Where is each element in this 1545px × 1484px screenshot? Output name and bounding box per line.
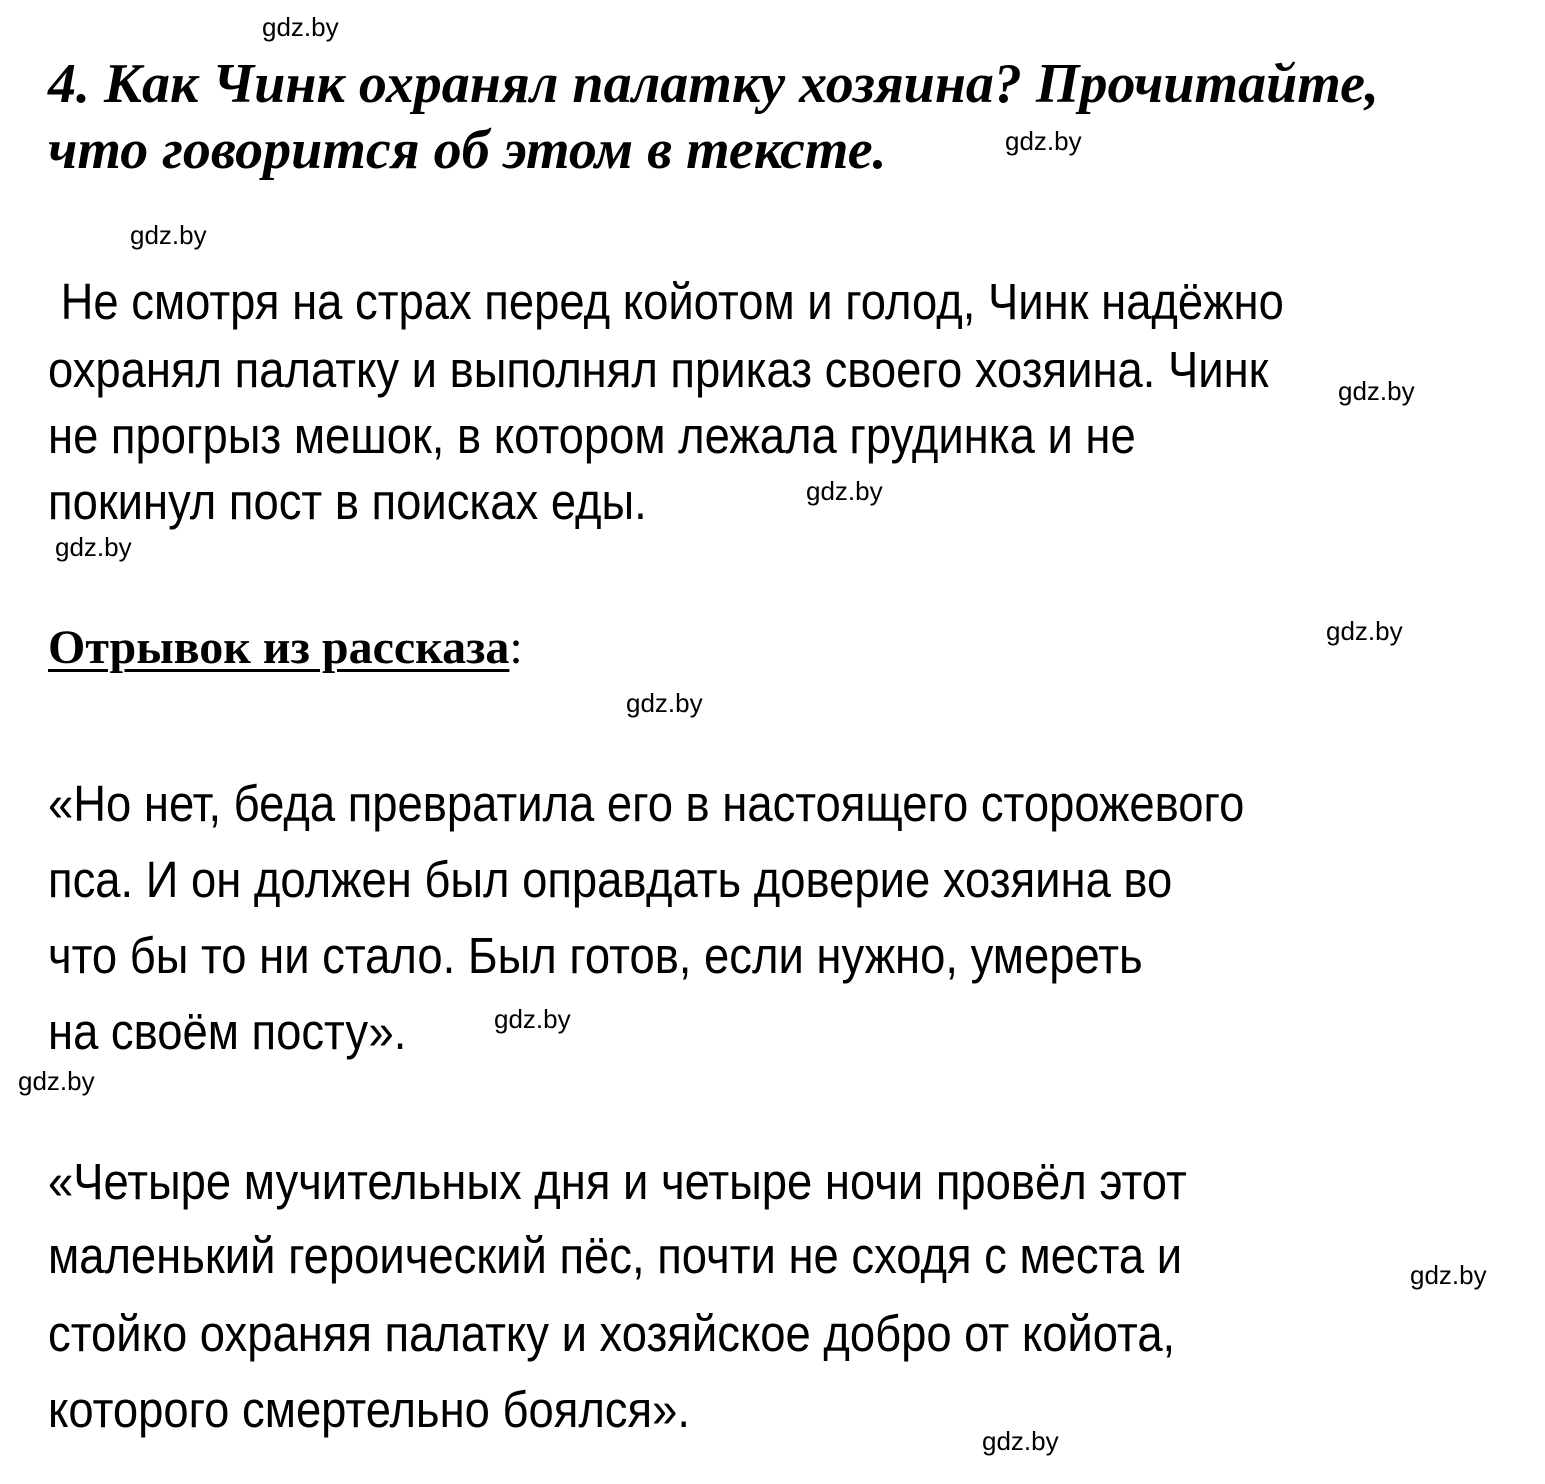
quote-1-line: пса. И он должен был оправдать доверие хозяина во — [48, 851, 1173, 908]
answer-line: охранял палатку и выполнял приказ своего хозяина. Чинк — [48, 341, 1269, 398]
excerpt-heading — [48, 621, 523, 674]
watermark: gdz.by — [1338, 376, 1415, 406]
answer-line: не прогрыз мешок, в котором лежала грудинка и не — [48, 407, 1136, 464]
quote-1-line: «Но нет, беда превратила его в настоящего сторожевого — [48, 775, 1245, 832]
watermark: gdz.by — [130, 220, 207, 250]
watermark: gdz.by — [806, 476, 883, 506]
quote-2-line: «Четыре мучительных дня и четыре ночи провёл этот — [48, 1153, 1187, 1210]
excerpt-heading-colon: : — [509, 621, 523, 674]
question-line-2: что говорится об этом в тексте. — [48, 119, 887, 181]
watermark: gdz.by — [1005, 126, 1082, 156]
watermark: gdz.by — [1326, 616, 1403, 646]
quote-1-line: что бы то ни стало. Был готов, если нужно, умереть — [48, 927, 1143, 984]
quote-2-line: стойко охраняя палатку и хозяйское добро от койота, — [48, 1305, 1176, 1362]
watermark: gdz.by — [626, 688, 703, 718]
answer-line: Не смотря на страх перед койотом и голод, Чинк надёжно — [48, 273, 1284, 330]
excerpt-heading-label: Отрывок из рассказа — [48, 621, 510, 674]
quote-1-line: на своём посту». — [48, 1003, 407, 1060]
quote-2-line: которого смертельно боялся». — [48, 1381, 690, 1438]
watermark: gdz.by — [55, 532, 132, 562]
watermark: gdz.by — [262, 12, 339, 42]
watermark: gdz.by — [982, 1426, 1059, 1456]
watermark: gdz.by — [494, 1004, 571, 1034]
watermark: gdz.by — [18, 1066, 95, 1096]
watermark: gdz.by — [1410, 1260, 1487, 1290]
answer-line: покинул пост в поисках еды. — [48, 473, 647, 530]
question-line-1: 4. Как Чинк охранял палатку хозяина? Прочитайте, — [48, 53, 1379, 115]
quote-2-line: маленький героический пёс, почти не сходя с места и — [48, 1227, 1183, 1284]
